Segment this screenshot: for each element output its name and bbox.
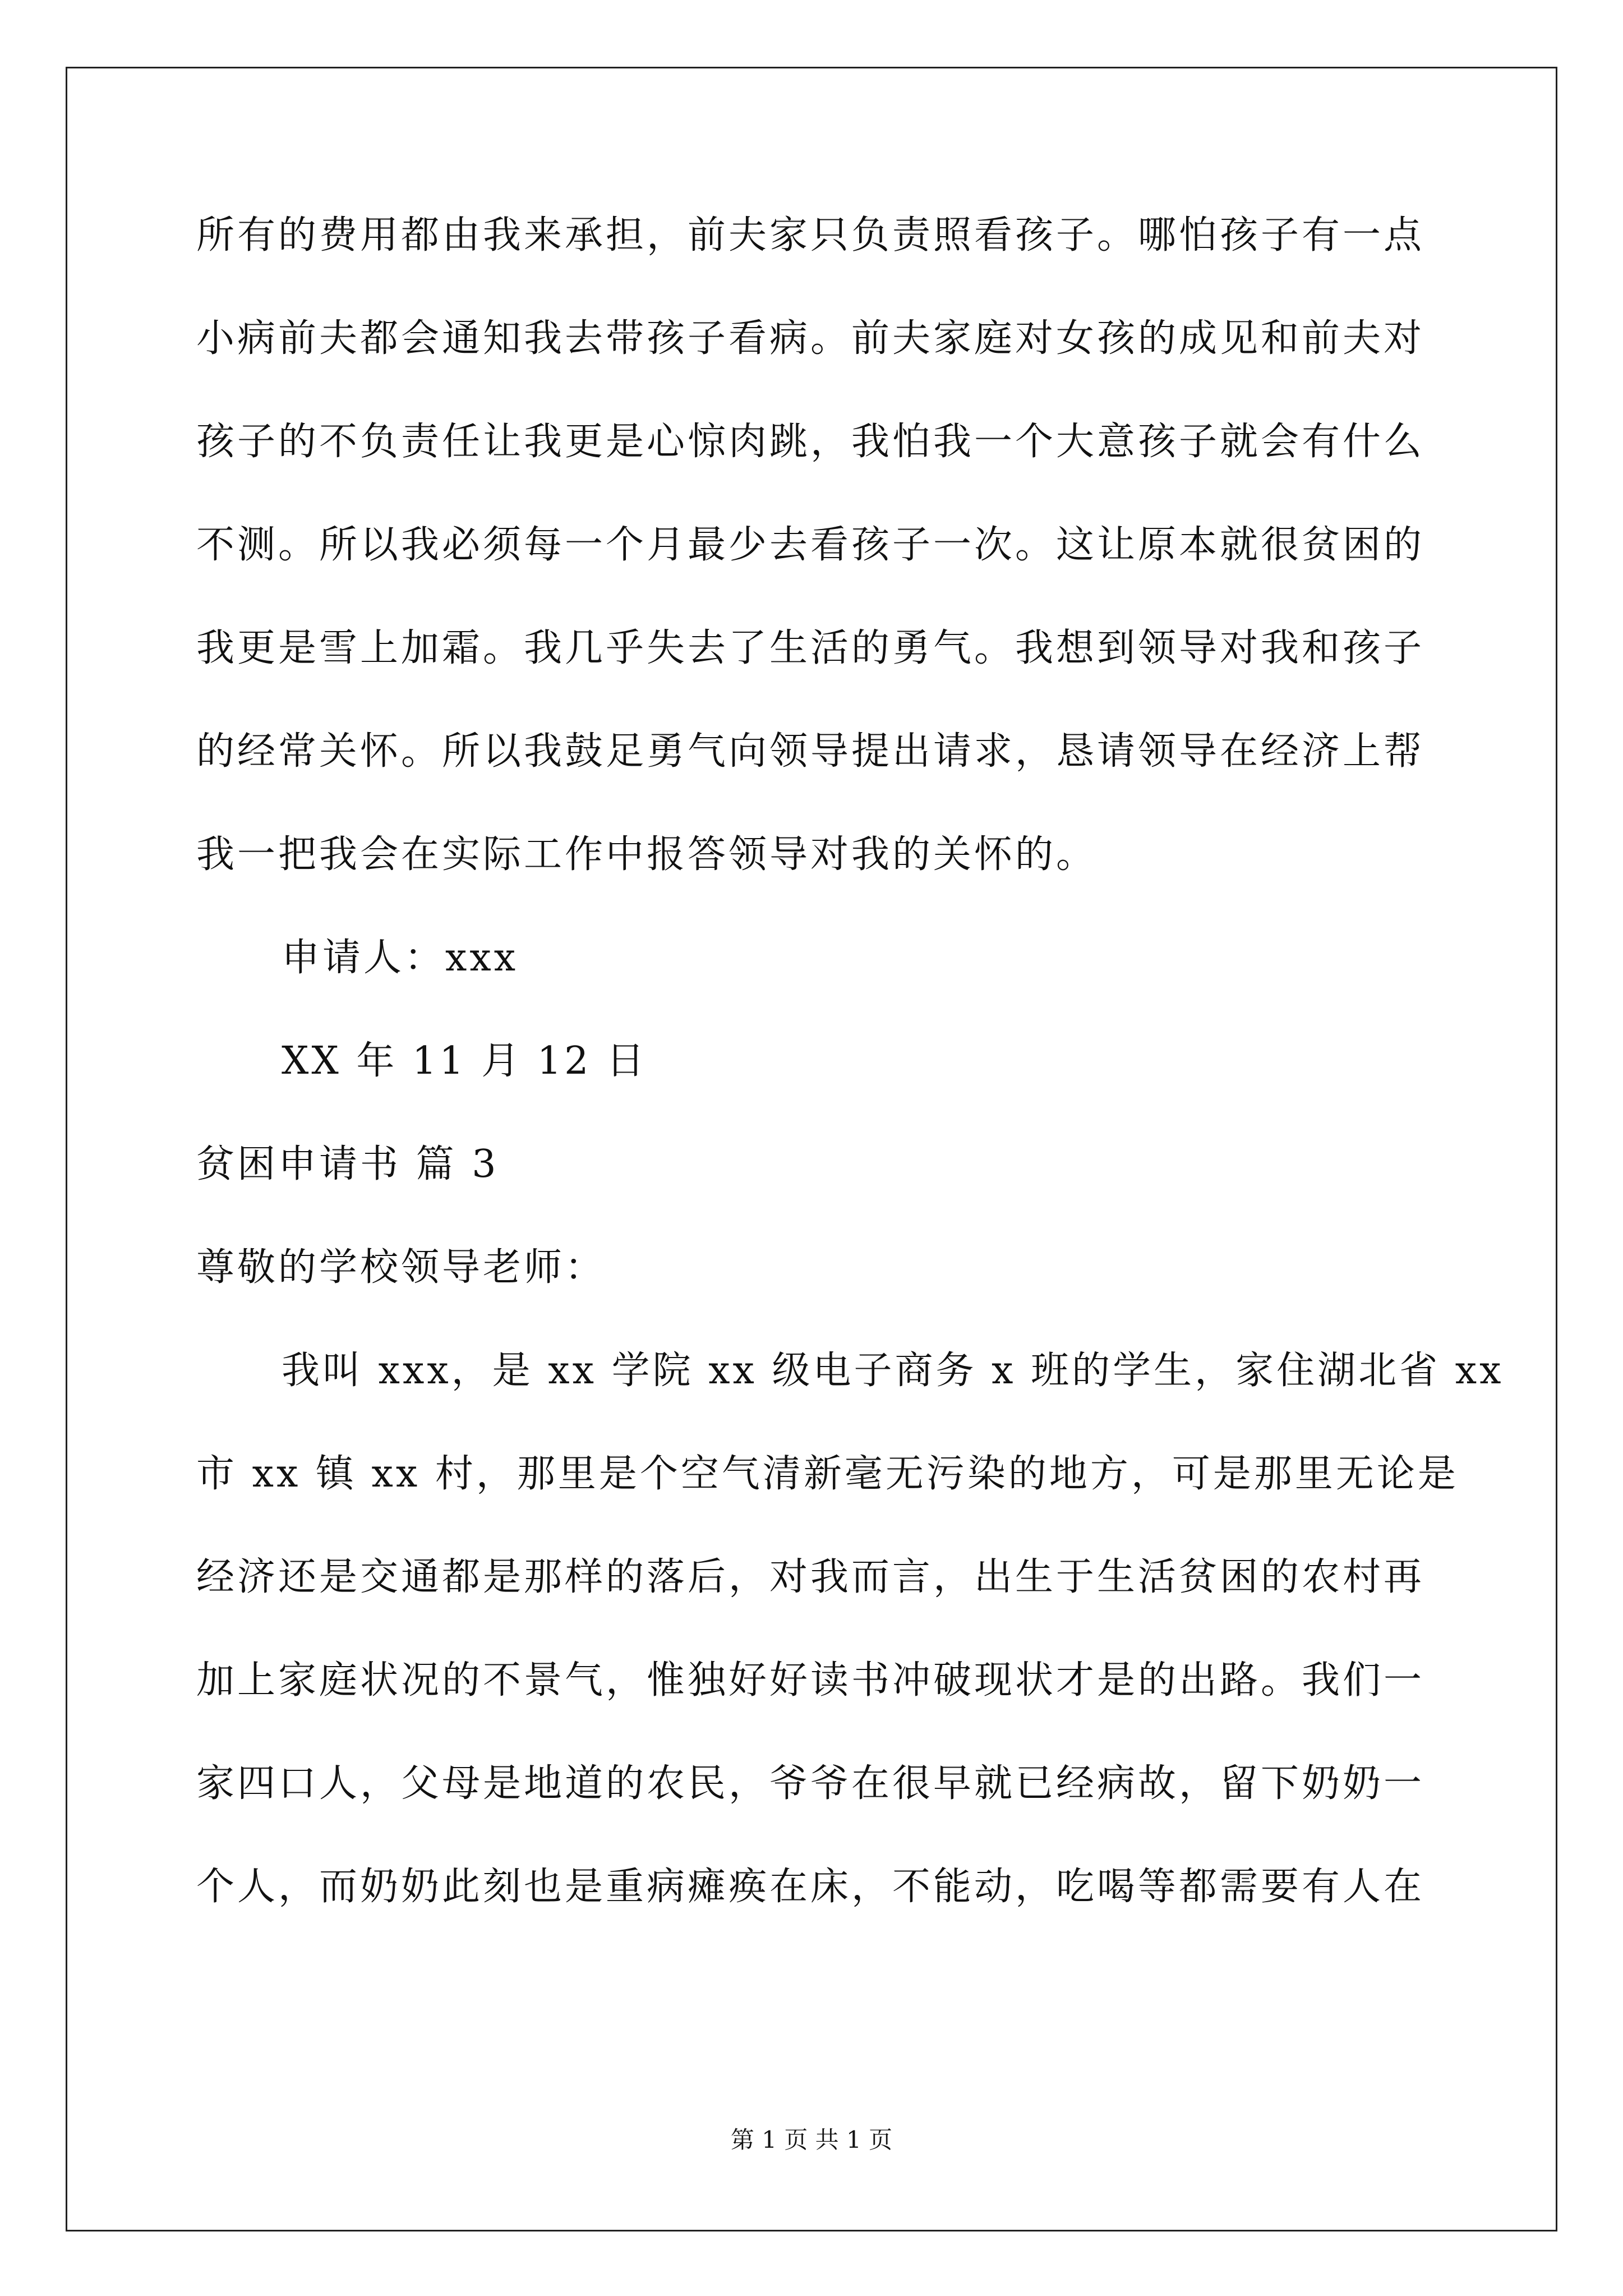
paragraph-line: 个人，而奶奶此刻也是重病瘫痪在床，不能动，吃喝等都需要有人在 — [196, 1865, 1425, 1909]
page-footer: 第 1 页 共 1 页 — [730, 2126, 893, 2154]
date-line: XX 年 11 月 12 日 — [282, 1039, 647, 1083]
applicant-signature: 申请人：xxx — [282, 936, 519, 980]
paragraph-line: 小病前夫都会通知我去带孩子看病。前夫家庭对女孩的成见和前夫对 — [196, 316, 1425, 361]
paragraph-line: 我更是雪上加霜。我几乎失去了生活的勇气。我想到领导对我和孩子 — [196, 626, 1425, 670]
paragraph-line: 家四口人，父母是地道的农民，爷爷在很早就已经病故，留下奶奶一 — [196, 1761, 1425, 1806]
paragraph-line: 孩子的不负责任让我更是心惊肉跳，我怕我一个大意孩子就会有什么 — [196, 420, 1425, 464]
section-heading: 贫困申请书 篇 3 — [196, 1142, 499, 1186]
document-body — [196, 208, 1504, 1962]
paragraph-line: 市 xx 镇 xx 村，那里是个空气清新毫无污染的地方，可是那里无论是 — [196, 1452, 1459, 1496]
salutation: 尊敬的学校领导老师： — [196, 1245, 606, 1290]
paragraph-line: 我叫 xxx，是 xx 学院 xx 级电子商务 x 班的学生，家住湖北省 xx — [282, 1349, 1504, 1393]
paragraph-line: 我一把我会在实际工作中报答领导对我的关怀的。 — [196, 832, 1098, 877]
paragraph-line: 的经常关怀。所以我鼓足勇气向领导提出请求，恳请领导在经济上帮 — [196, 729, 1425, 774]
paragraph-line: 加上家庭状况的不景气，惟独好好读书冲破现状才是的出路。我们一 — [196, 1658, 1425, 1703]
paragraph-line: 所有的费用都由我来承担，前夫家只负责照看孩子。哪怕孩子有一点 — [196, 213, 1425, 257]
paragraph-line: 经济还是交通都是那样的落后，对我而言，出生于生活贫困的农村再 — [196, 1555, 1425, 1599]
paragraph-line: 不测。所以我必须每一个月最少去看孩子一次。这让原本就很贫困的 — [196, 523, 1425, 567]
